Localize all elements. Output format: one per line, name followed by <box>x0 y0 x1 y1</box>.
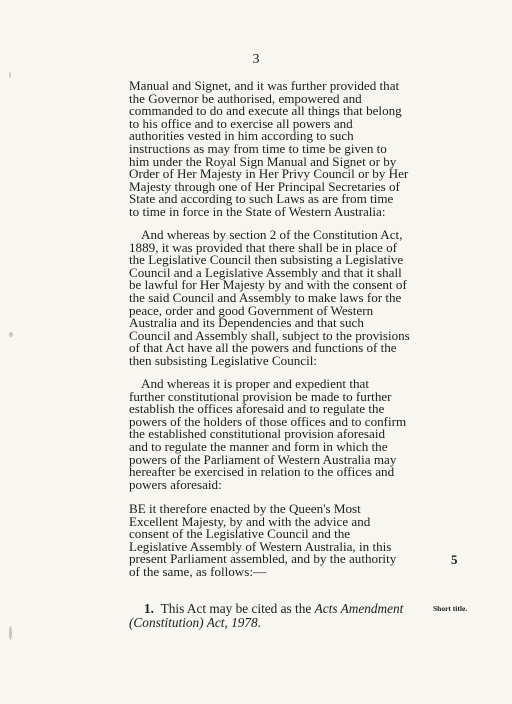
text-line: And whereas by section 2 of the Constitution Act, <box>141 227 403 242</box>
text-line: to his office and to exercise all powers and <box>129 115 353 131</box>
text-line: the said Council and Assembly to make laws for the <box>129 289 402 305</box>
text-line: further constitutional provision be made to further <box>129 388 392 404</box>
recital-paragraph-1 <box>129 80 441 219</box>
text-line: Majesty through one of Her Principal Secretaries of <box>129 178 400 194</box>
text-line: and to regulate the manner and form in which the <box>129 438 388 454</box>
text-line: Council and a Legislative Assembly and that it shall <box>129 264 402 280</box>
marginal-note: Short title. <box>433 604 468 613</box>
paper-speck <box>9 332 13 337</box>
text-line: Excellent Majesty, by and with the advice and <box>129 513 371 529</box>
text-line: the Governor be authorised, empowered and <box>129 90 362 106</box>
paper-speck <box>9 72 11 78</box>
page-number: 3 <box>252 52 260 67</box>
text-line: establish the offices aforesaid and to regulate the <box>129 401 385 417</box>
text-line: the established constitutional provision aforesaid <box>129 426 385 442</box>
act-title-part-1: Acts Amendment <box>314 601 404 616</box>
act-title-part-2: (Constitution) Act, 1978 <box>129 614 258 630</box>
section-1 <box>129 602 429 629</box>
text-line: of the same, as follows:— <box>129 563 267 579</box>
text-line: 1889, it was provided that there shall be in place of <box>129 239 397 255</box>
recital-paragraph-3 <box>129 378 441 491</box>
text-line: consent of the Legislative Council and the <box>129 526 351 542</box>
text-line: State and according to such Laws as are from time <box>129 191 394 207</box>
text-line: the Legislative Council then subsisting a Legislative <box>129 252 404 268</box>
text-line: powers of the holders of those offices and to confirm <box>129 413 407 429</box>
text-line: Order of Her Majesty in Her Privy Council or by Her <box>129 166 409 182</box>
text-line: Manual and Signet, and it was further provided that <box>129 78 400 93</box>
section-number: 1. <box>144 601 154 616</box>
text-line: to time in force in the State of Western Australia: <box>129 203 386 219</box>
section-text: This Act may be cited as the <box>160 601 315 616</box>
recital-paragraph-2 <box>129 229 441 368</box>
paper-speck <box>9 626 12 640</box>
line-number-marker: 5 <box>451 552 458 567</box>
text-line: Legislative Assembly of Western Australia, in this <box>129 538 392 554</box>
text-line: BE it therefore enacted by the Queen's Most <box>129 501 361 516</box>
enacting-clause <box>129 503 441 579</box>
text-line: be lawful for Her Majesty by and with the consent of <box>129 277 407 293</box>
text-line: powers of the Parliament of Western Australia may <box>129 451 397 467</box>
section-1-line-1 <box>129 602 429 616</box>
section-end-punctuation: . <box>257 614 261 630</box>
text-line: then subsisting Legislative Council: <box>129 352 318 368</box>
text-line: hereafter be exercised in relation to the offices and <box>129 464 395 480</box>
text-line: authorities vested in him according to such <box>129 128 354 144</box>
text-line: instructions as may from time to time be given to <box>129 140 387 156</box>
text-line: Council and Assembly shall, subject to the provisions <box>129 327 410 343</box>
text-line: powers aforesaid: <box>129 476 222 492</box>
section-1-line-2 <box>129 616 429 630</box>
text-line: him under the Royal Sign Manual and Signet or by <box>129 153 397 169</box>
text-line: And whereas it is proper and expedient that <box>141 376 369 391</box>
text-line: commanded to do and execute all things that belong <box>129 103 402 119</box>
text-line: Australia and its Dependencies and that such <box>129 315 364 331</box>
text-line: present Parliament assembled, and by the authority <box>129 551 397 567</box>
text-line: peace, order and good Government of Western <box>129 302 374 318</box>
text-line: of that Act have all the powers and functions of the <box>129 340 397 356</box>
